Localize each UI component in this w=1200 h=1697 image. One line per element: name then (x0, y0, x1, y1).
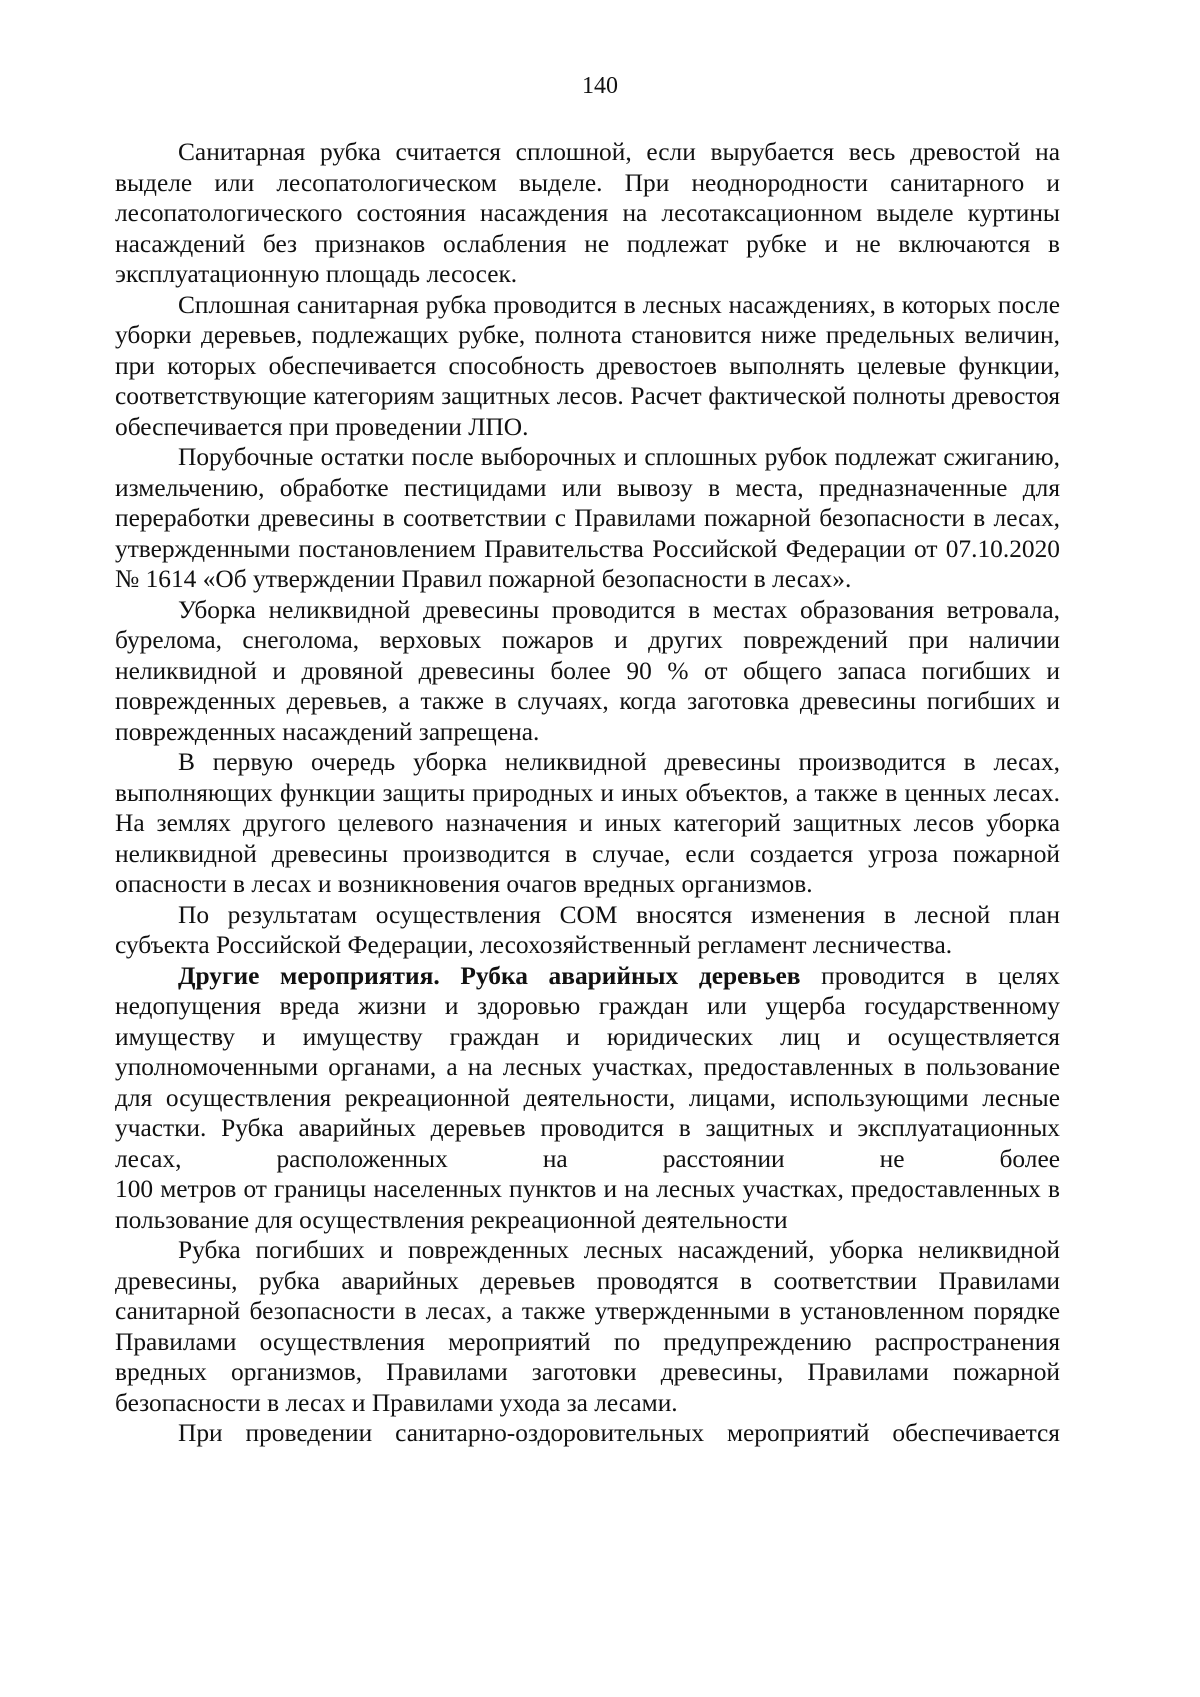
paragraph-6: По результатам осуществления СОМ вносятся изменения в лесной план субъекта Российской Федерации, лесохозяйственный регламент лесничества. (115, 900, 1060, 959)
paragraph-9: При проведении санитарно-оздоровительных мероприятий обеспечивается (178, 1419, 1060, 1447)
document-body (115, 137, 1060, 1449)
paragraph-4: Уборка неликвидной древесины проводится в местах образования ветровала, бурелома, снеголома, верховых пожаров и других повреждений при наличии неликвидной и дровяной древесины более 90 % от общего запаса погибших и поврежденных деревьев, а также в случаях, когда заготовка древесины погибших и поврежденных насаждений запрещена. (115, 595, 1060, 746)
paragraph-7-heading: Другие мероприятия. Рубка аварийных деревьев (178, 961, 801, 990)
page-number: 140 (582, 73, 618, 99)
paragraph-8: Рубка погибших и поврежденных лесных насаждений, уборка неликвидной древесины, рубка аварийных деревьев проводятся в соответствии Правилами санитарной безопасности в лесах, а также утвержденными в установленном порядке Правилами осуществления мероприятий по предупреждению распространения вредных организмов, Правилами заготовки древесины, Правилами пожарной безопасности в лесах и Правилами ухода за лесами. (115, 1236, 1060, 1417)
paragraph-5: В первую очередь уборка неликвидной древесины производится в лесах, выполняющих функции защиты природных и иных объектов, а также в ценных лесах. На землях другого целевого назначения и иных категорий защитных лесов уборка неликвидной древесины производится в случае, если создается угроза пожарной опасности в лесах и возникновения очагов вредных организмов. (115, 748, 1060, 898)
paragraph-7-continuation: 100 метров от границы населенных пунктов и на лесных участках, предоставленных в пользование для осуществления рекреационной деятельности (115, 1175, 1060, 1234)
paragraph-7 (115, 961, 1060, 1175)
paragraph-7-text: проводится в целях недопущения вреда жизни и здоровью граждан или ущерба государственному имуществу и имуществу граждан и юридических лиц и осуществляется уполномоченными органами, а на лесных участках, предоставленных в пользование для осуществления рекреационной деятельности, лицами, использующими лесные участки. Рубка аварийных деревьев проводится в защитных и эксплуатационных лесах, расположенных на расстоянии не более (115, 961, 1060, 1173)
paragraph-3: Порубочные остатки после выборочных и сплошных рубок подлежат сжиганию, измельчению, обработке пестицидами или вывозу в места, предназначенные для переработки древесины в соответствии с Правилами пожарной безопасности в лесах, утвержденными постановлением Правительства Российской Федерации от 07.10.2020 № 1614 «Об утверждении Правил пожарной безопасности в лесах». (115, 443, 1060, 593)
paragraph-1: Санитарная рубка считается сплошной, если вырубается весь древостой на выделе или лесопатологическом выделе. При неоднородности санитарного и лесопатологического состояния насаждения на лесотаксационном выделе куртины насаждений без признаков ослабления не подлежат рубке и не включаются в эксплуатационную площадь лесосек. (115, 138, 1060, 288)
paragraph-2: Сплошная санитарная рубка проводится в лесных насаждениях, в которых после уборки деревьев, подлежащих рубке, полнота становится ниже предельных величин, при которых обеспечивается способность древостоев выполнять целевые функции, соответствующие категориям защитных лесов. Расчет фактической полноты древостоя обеспечивается при проведении ЛПО. (115, 290, 1060, 441)
